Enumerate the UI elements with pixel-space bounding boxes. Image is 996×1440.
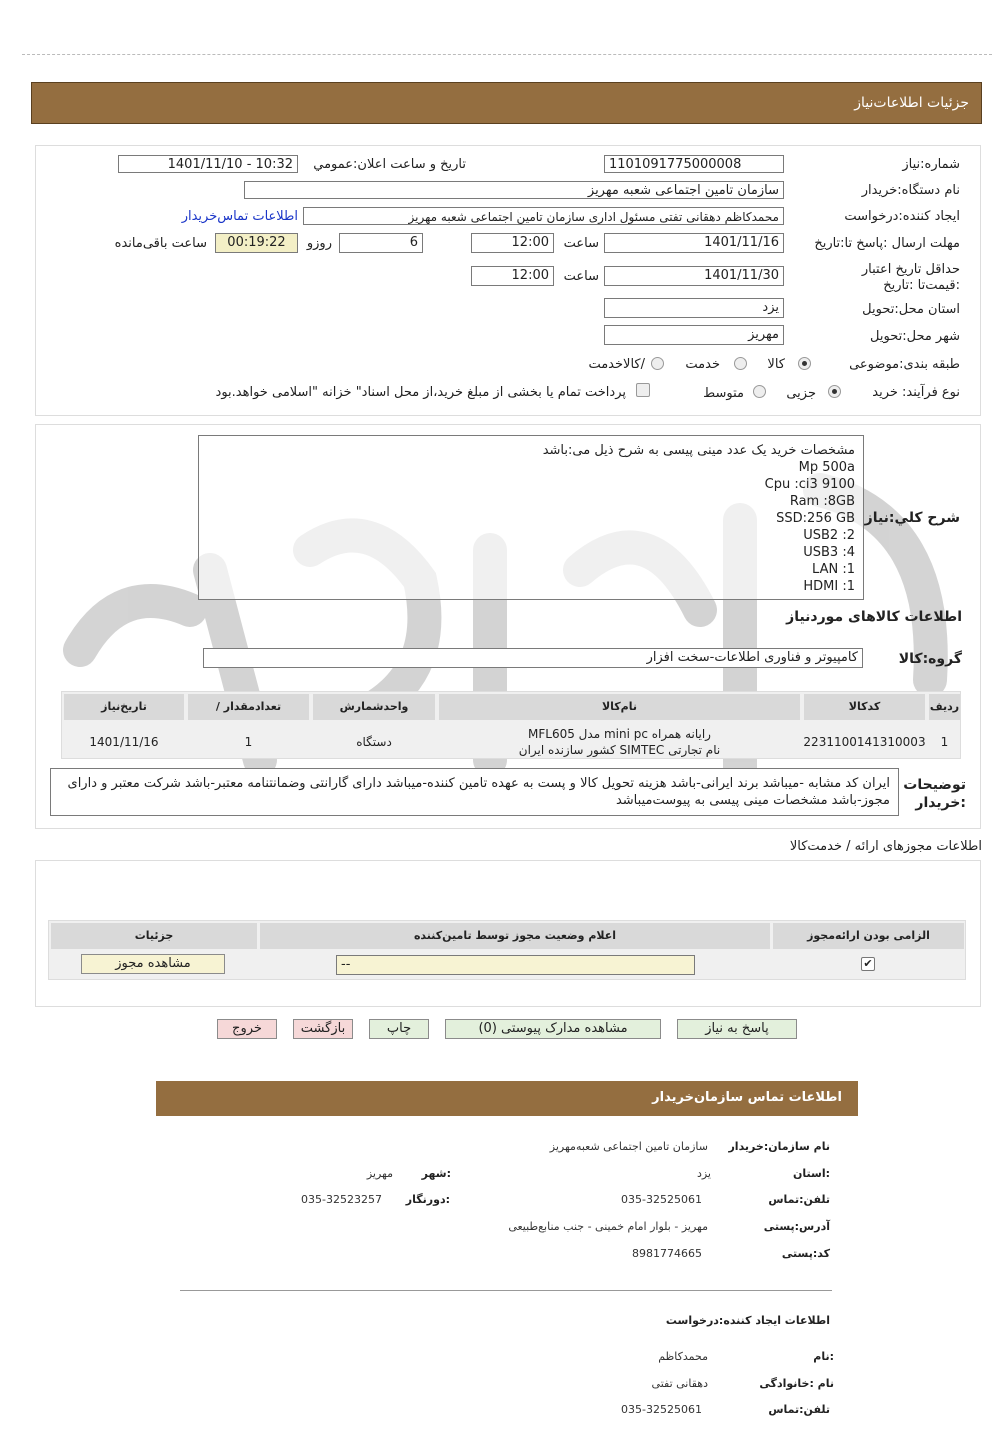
process-medium-text: متوسط	[703, 386, 744, 401]
desc-line: Ram :8GB	[789, 494, 855, 509]
creator-name-value: محمدکاظم	[658, 1350, 708, 1363]
contact-divider	[180, 1290, 832, 1291]
need-number-field: 1101091775000008	[604, 155, 784, 173]
validity-label-text: حداقل تاریخ اعتبار :قیمت‌تا :تاریخ	[861, 262, 960, 293]
goods-row-date: 1401/11/16	[89, 735, 159, 749]
contact-org-label: نام سازمان:خریدار	[728, 1140, 830, 1153]
contact-address-value: مهریز - بلوار امام خمینی - جنب منابع‌طبیعی	[508, 1220, 708, 1233]
contact-city-label: :شهر	[421, 1167, 451, 1180]
deadline-time-field: 12:00	[471, 233, 554, 253]
goods-header-date: تاریخ‌نیاز	[64, 694, 184, 720]
license-header-required: الزامی بودن ارائه‌مجوز	[773, 923, 964, 949]
city-label: شهر محل:تحویل	[870, 329, 960, 344]
license-required-checkbox[interactable]: ✔	[861, 957, 875, 971]
days-field: 6	[339, 233, 423, 253]
contact-phone-value: 035-32525061	[621, 1193, 702, 1206]
page-header	[31, 82, 982, 124]
validity-time-field: 12:00	[471, 266, 554, 286]
goods-row-unit: دستگاه	[356, 735, 392, 749]
category-service-radio[interactable]	[734, 357, 747, 370]
desc-box	[198, 435, 864, 600]
remaining-time-field: 00:19:22	[215, 233, 298, 253]
goods-row-qty: 1	[244, 735, 253, 749]
city-field: مهریز	[604, 325, 784, 345]
deadline-date-field: 1401/11/16	[604, 233, 784, 253]
category-both-radio[interactable]	[651, 357, 664, 370]
top-divider	[22, 54, 992, 55]
category-both-text: /کالاخدمت	[588, 357, 645, 372]
creator-family-label: نام :خانوادگی	[759, 1377, 834, 1390]
goods-header-unit: واحدشمارش	[313, 694, 435, 720]
print-button[interactable]: چاپ	[369, 1019, 429, 1039]
category-label: طبقه بندی:موضوعی	[849, 357, 960, 372]
creator-phone-label: تلفن:تماس	[768, 1403, 830, 1416]
contact-header	[156, 1081, 858, 1116]
contact-city-value: مهریز	[366, 1167, 393, 1180]
process-minor-text: جزیی	[786, 386, 816, 401]
view-license-button[interactable]: مشاهده مجوز	[81, 954, 225, 974]
license-title: اطلاعات مجوزهای ارائه / خدمت‌کالا	[789, 839, 982, 854]
contact-postal-label: کد:پستی	[781, 1247, 830, 1260]
contact-fax-label: :دورنگار	[405, 1193, 450, 1206]
validity-hour-label: ساعت	[563, 269, 599, 284]
validity-date-field: 1401/11/30	[604, 266, 784, 286]
desc-label: شرح کلي:نياز	[864, 510, 960, 526]
buyer-notes-label	[903, 776, 966, 812]
goods-header-name: نام‌کالا	[439, 694, 800, 720]
announce-label: تاریخ و ساعت اعلان:عمومي	[313, 157, 466, 172]
desc-line: Cpu :ci3 9100	[764, 477, 855, 492]
remaining-time-label: ساعت باقی‌مانده	[114, 236, 207, 251]
contact-org-value: سازمان تامین اجتماعی شعبه‌مهریز	[549, 1140, 708, 1153]
payment-checkbox[interactable]	[636, 383, 650, 397]
goods-group-label: گروه:کالا	[898, 651, 962, 667]
goods-row-name-line2: نام تجارتی SIMTEC کشور سازنده ایران	[518, 743, 721, 757]
license-header-status: اعلام وضعیت مجوز توسط تامین‌کننده	[260, 923, 770, 949]
category-service-text: خدمت	[685, 357, 720, 372]
attachments-button[interactable]: مشاهده مدارک پیوستی (0)	[445, 1019, 661, 1039]
buyer-contact-link[interactable]: اطلاعات تماس‌خریدار	[181, 209, 298, 224]
province-label: استان محل:تحویل	[862, 302, 960, 317]
contact-fax-value: 035-32523257	[301, 1193, 382, 1206]
category-goods-radio[interactable]	[798, 357, 811, 370]
goods-header-code: کدکالا	[804, 694, 925, 720]
deadline-hour-label: ساعت	[563, 236, 599, 251]
process-minor-radio[interactable]	[828, 385, 841, 398]
creator-name-label: :نام	[813, 1350, 834, 1363]
desc-line: مشخصات خرید یک عدد مینی پیسی به شرح ذیل می:باشد	[542, 443, 855, 458]
exit-button[interactable]: خروج	[217, 1019, 277, 1039]
days-label: روزو	[306, 236, 332, 251]
goods-header-index: ردیف	[929, 694, 960, 720]
license-header-details: جزئیات	[51, 923, 257, 949]
buyer-org-label: نام دستگاه:خریدار	[861, 183, 960, 198]
buyer-notes-box: ایران کد مشابه -میباشد برند ایرانی-باشد هزینه تحویل کالا و پست به عهده تامین کننده-میباشد دارای گارانتی وضمانتنامه معتبر-باشد شرکت معتبر و دارای مجوز-باشد مشخصات مینی پیسی به پیوست‌میباشد	[50, 768, 899, 816]
reply-button[interactable]: پاسخ به نیاز	[677, 1019, 797, 1039]
goods-group-field: کامپیوتر و فناوری اطلاعات-سخت افزار	[203, 648, 863, 668]
goods-row-index: 1	[940, 735, 949, 749]
category-goods-text: کالا	[767, 357, 785, 372]
contact-title: اطلاعات تماس سازمان‌خریدار	[652, 1090, 842, 1105]
province-field: یزد	[604, 298, 784, 318]
process-label: نوع فرآیند: خرید	[872, 385, 960, 400]
desc-line: USB3 :4	[803, 545, 855, 560]
creator-info-title: اطلاعات ایجاد کننده:درخواست	[665, 1314, 830, 1327]
contact-province-label: :استان	[793, 1167, 830, 1180]
desc-line: USB2 :2	[803, 528, 855, 543]
need-number-label: شماره:نیاز	[902, 157, 960, 172]
creator-field: محمدکاظم دهقانی تفتی مسئول اداری سازمان تامین اجتماعی شعبه مهریز	[303, 207, 784, 225]
announce-field: 1401/11/10 - 10:32	[118, 155, 298, 173]
contact-province-value: یزد	[696, 1167, 711, 1180]
goods-section-title: اطلاعات کالاهای موردنیاز	[786, 609, 962, 625]
back-button[interactable]: بازگشت	[293, 1019, 353, 1039]
contact-phone-label: تلفن:تماس	[768, 1193, 830, 1206]
deadline-label: مهلت ارسال :پاسخ تا:تاریخ	[814, 236, 960, 251]
buyer-notes-label-text: توضیحات :خریدار	[903, 777, 966, 811]
license-status-field: --	[336, 955, 695, 975]
goods-row-code: 2231100141310003	[803, 735, 926, 749]
desc-line: LAN :1	[812, 562, 855, 577]
validity-label	[830, 262, 960, 294]
goods-header-qty: / تعدادمقدار	[188, 694, 309, 720]
creator-label: ایجاد کننده:درخواست	[844, 209, 960, 224]
creator-phone-value: 035-32525061	[621, 1403, 702, 1416]
payment-note: پرداخت تمام یا بخشی از مبلغ خرید،از محل اسناد" خزانه "اسلامی خواهد.بود	[215, 385, 626, 400]
goods-row-name-line1: رایانه همراه mini pc مدل MFL605	[528, 727, 711, 741]
process-medium-radio[interactable]	[753, 385, 766, 398]
contact-address-label: آدرس:پستی	[763, 1220, 830, 1233]
creator-family-value: دهقانی تفتی	[651, 1377, 708, 1390]
contact-postal-value: 8981774665	[632, 1247, 702, 1260]
page-title: جزئیات اطلاعات‌نیاز	[854, 95, 969, 111]
desc-line: Mp 500a	[798, 460, 855, 475]
desc-line: SSD:256 GB	[776, 511, 855, 526]
buyer-org-field: سازمان تامین اجتماعی شعبه مهریز	[244, 181, 784, 199]
desc-line: HDMI :1	[803, 579, 855, 594]
